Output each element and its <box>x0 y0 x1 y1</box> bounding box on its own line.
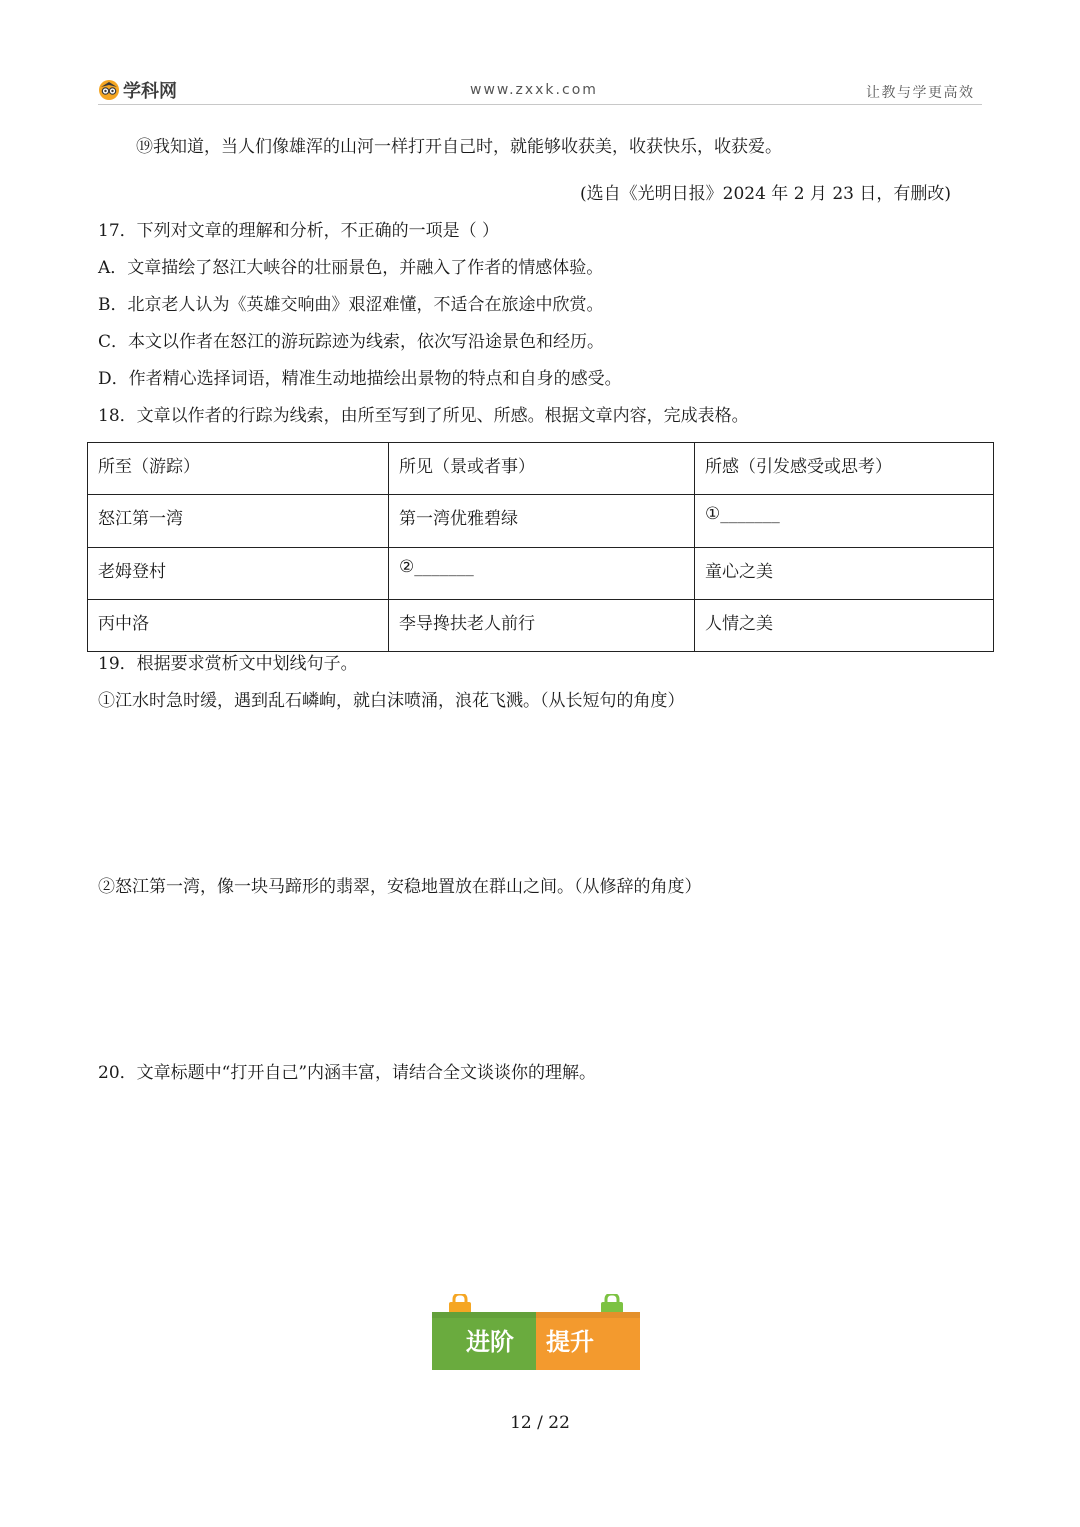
banner-right-text: 提升 <box>546 1328 594 1356</box>
question-17-option-c: C．本文以作者在怒江的游玩踪迹为线索，依次写沿途景色和经历。 <box>98 332 605 352</box>
question-19-item-1: ①江水时急时缓，遇到乱石嶙峋，就白沫喷涌，浪花飞溅。（从长短句的角度） <box>98 691 685 711</box>
question-17-stem: 17．下列对文章的理解和分析，不正确的一项是（ ） <box>98 221 500 241</box>
table-row <box>88 495 994 547</box>
table-header-cell: 所见（景或者事） <box>389 443 695 495</box>
owl-logo-icon <box>98 79 120 101</box>
page-number: 12 / 22 <box>510 1413 570 1433</box>
table-cell: 老姆登村 <box>88 547 389 599</box>
table-cell: 人情之美 <box>695 599 994 651</box>
table-header-cell: 所感（引发感受或思考） <box>695 443 994 495</box>
site-url: www.zxxk.com <box>470 82 598 98</box>
table-header-cell: 所至（游踪） <box>88 443 389 495</box>
question-17-option-b: B．北京老人认为《英雄交响曲》艰涩难懂，不适合在旅途中欣赏。 <box>98 295 604 315</box>
question-17-option-d: D．作者精心选择词语，精准生动地描绘出景物的特点和自身的感受。 <box>98 369 622 389</box>
question-19-stem: 19．根据要求赏析文中划线句子。 <box>98 654 358 674</box>
table-blank-cell: ①_______ <box>695 495 994 547</box>
table-row <box>88 547 994 599</box>
question-18-table <box>87 442 994 652</box>
table-row <box>88 599 994 651</box>
table-cell: 第一湾优雅碧绿 <box>389 495 695 547</box>
question-18-stem: 18．文章以作者的行踪为线索，由所至写到了所见、所感。根据文章内容，完成表格。 <box>98 406 749 426</box>
table-cell: 怒江第一湾 <box>88 495 389 547</box>
zxxk-logo <box>98 78 177 102</box>
table-cell: 丙中洛 <box>88 599 389 651</box>
header-divider <box>98 104 982 105</box>
question-19-item-2: ②怒江第一湾，像一块马蹄形的翡翠，安稳地置放在群山之间。（从修辞的角度） <box>98 877 702 897</box>
banner-left-text: 进阶 <box>466 1328 514 1356</box>
passage-paragraph-19: ⑲我知道，当人们像雄浑的山河一样打开自己时，就能够收获美，收获快乐，收获爱。 <box>136 137 782 157</box>
question-20-stem: 20．文章标题中“打开自己”内涵丰富，请结合全文谈谈你的理解。 <box>98 1063 597 1083</box>
logo-text: 学科网 <box>123 81 177 102</box>
table-cell: 童心之美 <box>695 547 994 599</box>
header-slogan: 让教与学更高效 <box>866 85 975 101</box>
advanced-section-banner <box>432 1294 640 1370</box>
table-cell: 李导搀扶老人前行 <box>389 599 695 651</box>
table-blank-cell: ②_______ <box>389 547 695 599</box>
banner-graphic <box>432 1294 640 1370</box>
table-header-row <box>88 443 994 495</box>
passage-source: (选自《光明日报》2024 年 2 月 23 日，有删改) <box>580 184 951 204</box>
question-17-option-a: A．文章描绘了怒江大峡谷的壮丽景色，并融入了作者的情感体验。 <box>98 258 604 278</box>
